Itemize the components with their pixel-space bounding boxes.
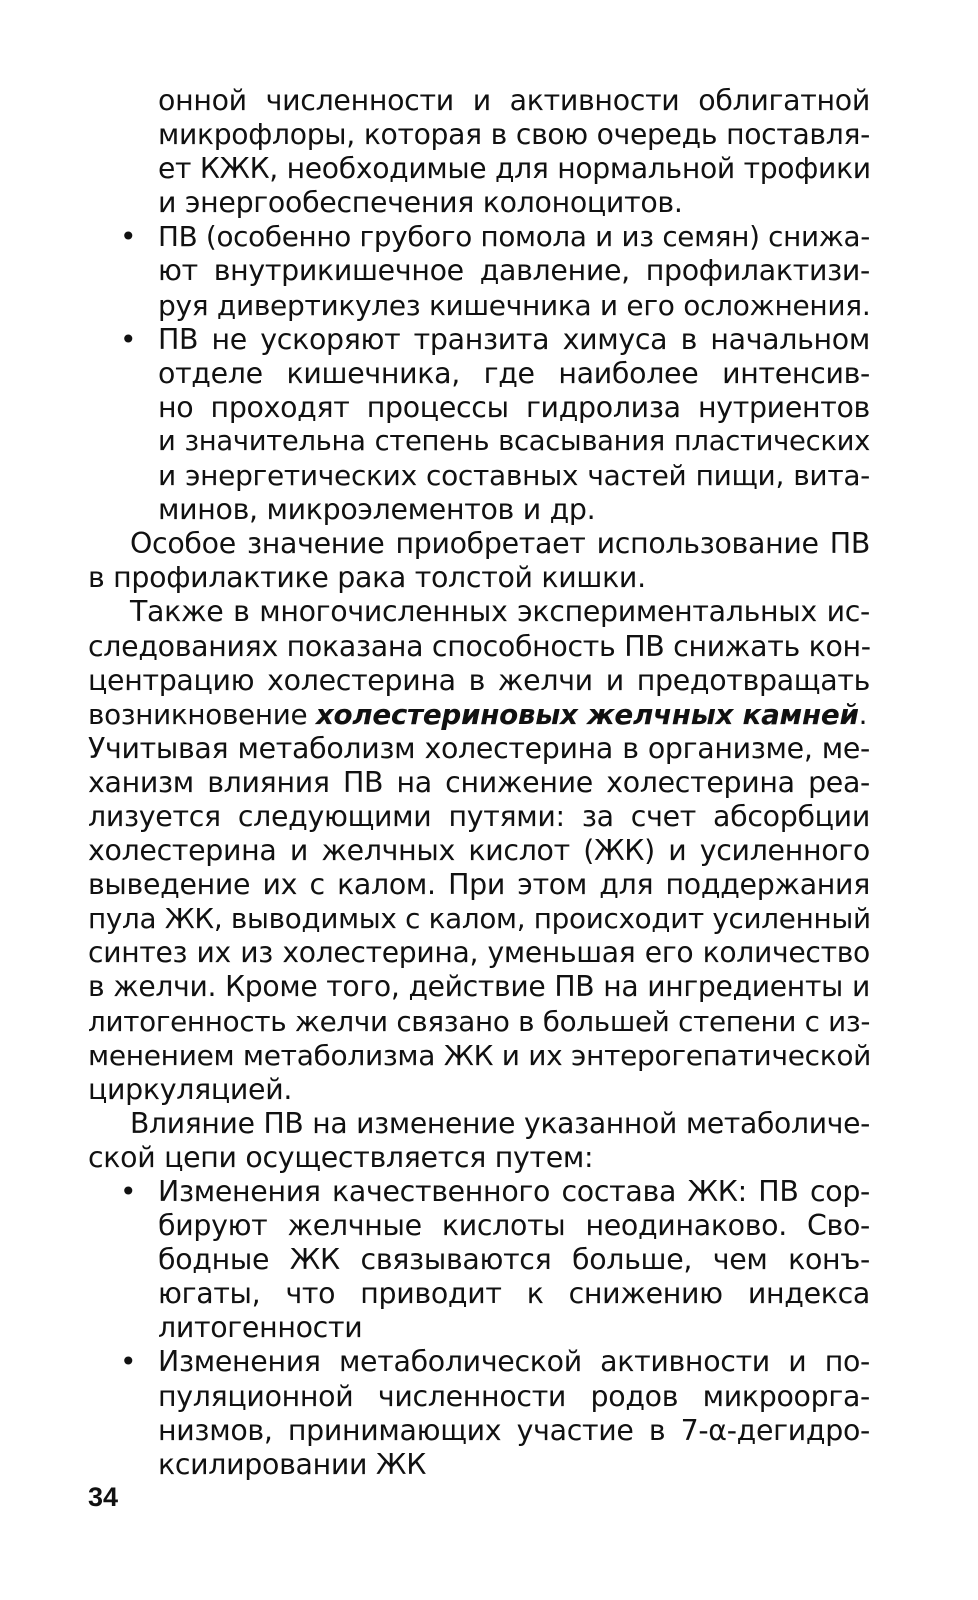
text-line: Изменения метаболической активности и по-	[158, 1345, 870, 1379]
text-line: лизуется следующими путями: за счет абсорбции	[88, 799, 870, 833]
text-line: ксилировании ЖК	[158, 1447, 427, 1481]
text-line: низмов, принимающих участие в 7-α-дегидро-	[158, 1413, 870, 1447]
text-line: бируют желчные кислоты неодинаково. Сво-	[158, 1209, 870, 1243]
text-line: Изменения качественного состава ЖК: ПВ сор-	[158, 1175, 870, 1208]
bullet-item	[88, 323, 870, 357]
bullet-item	[88, 220, 870, 254]
text-line: ской цепи осуществляется путем:	[88, 1140, 594, 1174]
text-line: онной численности и активности облигатной	[158, 84, 870, 117]
text-line: отделе кишечника, где наиболее интенсив-	[158, 356, 870, 390]
page-body	[88, 84, 870, 1482]
text-line: в профилактике рака толстой кишки.	[88, 561, 646, 595]
text-line: бодные ЖК связываются больше, чем конъ-	[158, 1243, 870, 1277]
text-line: пула ЖК, выводимых с калом, происходит усиленный	[88, 902, 871, 936]
text-line: холестерина и желчных кислот (ЖК) и усиленного	[88, 834, 870, 868]
text-line: Учитывая метаболизм холестерина в организме, ме-	[88, 731, 870, 765]
text-line: в желчи. Кроме того, действие ПВ на ингредиенты и	[88, 970, 870, 1004]
text-line: синтез их из холестерина, уменьшая его количество	[88, 936, 870, 970]
text-line: литогенности	[158, 1311, 363, 1345]
bullet-icon: •	[120, 220, 137, 254]
text-line: и энергетических составных частей пищи, вита-	[158, 459, 870, 493]
text-line: ет КЖК, необходимые для нормальной трофики	[158, 152, 871, 186]
text-line: менением метаболизма ЖК и их энтерогепатической	[88, 1038, 872, 1072]
text-line: центрацию холестерина в желчи и предотвращать	[88, 663, 870, 697]
text-line: микрофлоры, которая в свою очередь поставля-	[158, 118, 870, 152]
text-line-emphasis	[88, 698, 870, 732]
emphasized-term: холестериновых желчных камней	[315, 697, 859, 731]
text-line: литогенность желчи связано в большей степени с из-	[88, 1004, 871, 1038]
text-line: минов, микроэлементов и др.	[158, 493, 596, 527]
text-line: Также в многочисленных экспериментальных ис-	[130, 595, 870, 629]
text-line: следованиях показана способность ПВ снижать кон-	[88, 629, 871, 663]
text-line: ПВ (особенно грубого помола и из семян) снижа-	[158, 220, 870, 254]
bullet-item	[88, 1345, 870, 1379]
bullet-icon: •	[120, 322, 137, 356]
text-line: циркуляцией.	[88, 1072, 293, 1106]
bullet-icon: •	[120, 1345, 137, 1379]
text-segment: .	[858, 697, 868, 731]
text-line: и значительна степень всасывания пластических	[158, 425, 870, 457]
text-line: выведение их с калом. При этом для поддержания	[88, 868, 870, 902]
text-line: ют внутрикишечное давление, профилактизи-	[158, 254, 870, 288]
bullet-item	[88, 1175, 870, 1209]
text-line: Влияние ПВ на изменение указанной метаболиче-	[130, 1106, 870, 1140]
text-line: югаты, что приводит к снижению индекса	[158, 1277, 870, 1311]
text-line: и энергообеспечения колоноцитов.	[158, 186, 683, 220]
text-line: руя дивертикулез кишечника и его осложнения.	[158, 288, 871, 322]
bullet-icon: •	[120, 1175, 137, 1208]
text-segment: возникновение	[88, 697, 316, 731]
text-line: ханизм влияния ПВ на снижение холестерина реа-	[88, 765, 870, 799]
text-line: но проходят процессы гидролиза нутриентов	[158, 390, 870, 424]
page-number: 34	[88, 1482, 119, 1512]
text-line: пуляционной численности родов микроорга-	[158, 1379, 870, 1413]
text-line: ПВ не ускоряют транзита химуса в начальном	[158, 322, 870, 356]
text-line: Особое значение приобретает использование ПВ	[130, 527, 870, 561]
